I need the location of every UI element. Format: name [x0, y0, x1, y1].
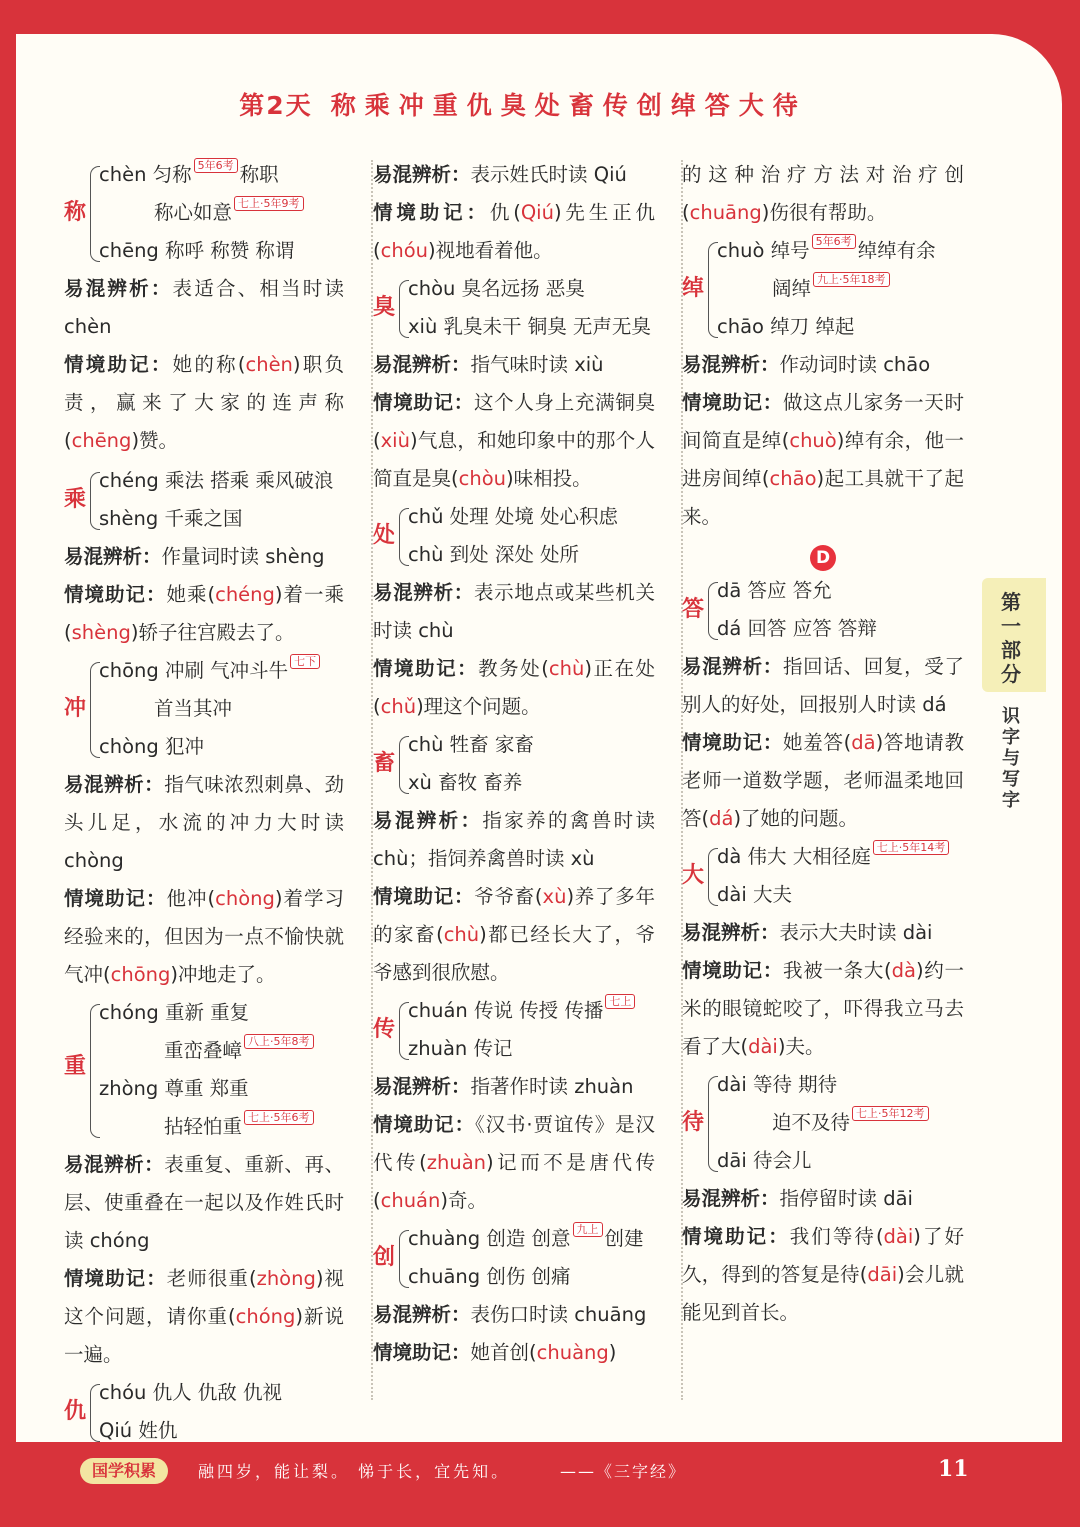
pinyin-highlight: dá	[709, 807, 734, 830]
note-bianxi	[682, 346, 964, 384]
entry-char: 处	[373, 523, 396, 548]
reading: zhuàn 传记	[408, 1037, 513, 1060]
note-zhuji	[682, 384, 964, 536]
pinyin-highlight: Qiú	[520, 201, 554, 224]
label: 易混辨析：	[64, 773, 165, 796]
title-day: 第2天	[239, 91, 313, 120]
exam-badge: 七上·5年6考	[244, 1110, 314, 1125]
reading: shèng 千乘之国	[99, 507, 243, 530]
pinyin-highlight: chuàng	[536, 1341, 609, 1364]
text: )记而不是唐代传(	[373, 1151, 656, 1212]
brace	[708, 582, 718, 640]
note-zhuji	[373, 194, 655, 270]
note-bianxi	[373, 802, 655, 878]
text: 她的称(	[172, 353, 246, 376]
pinyin-highlight: xiù	[380, 429, 410, 452]
pinyin-highlight: zhòng	[256, 1267, 316, 1290]
note-bianxi	[64, 270, 344, 346]
label: 情境助记：	[373, 1113, 475, 1136]
exam-badge: 七下	[290, 654, 320, 669]
pinyin-highlight: zhuàn	[426, 1151, 486, 1174]
entry-char: 待	[682, 1110, 705, 1135]
label: 易混辨析：	[373, 1303, 471, 1326]
reading: chòu 臭名远扬 恶臭	[408, 277, 585, 300]
brace	[399, 736, 409, 794]
text: 他冲(	[166, 887, 216, 910]
label: 易混辨析：	[373, 809, 483, 832]
pinyin-highlight: chuāng	[689, 201, 762, 224]
entry-char: 仇	[64, 1399, 87, 1424]
note-zhuji	[682, 724, 964, 838]
label: 易混辨析：	[373, 353, 471, 376]
text: 指气味时读 xiù	[470, 353, 604, 376]
brace	[399, 508, 409, 566]
reading: chéng 乘法 搭乘 乘风破浪	[99, 469, 334, 492]
column-1	[64, 156, 344, 1450]
footer-quote-source: ——《三字经》	[560, 1462, 687, 1481]
text: )先生正仇(	[373, 201, 656, 262]
brace	[399, 1002, 409, 1060]
footer-bar	[0, 1442, 1080, 1527]
text: )理这个问题。	[416, 695, 541, 718]
reading: chāo 绰刀 绰起	[717, 315, 855, 338]
entry-chou	[64, 1374, 344, 1450]
brace	[90, 1004, 100, 1138]
entry-char: 创	[373, 1245, 396, 1270]
text: )会儿就能见到首长。	[682, 1263, 965, 1324]
text: )冲地走了。	[170, 963, 276, 986]
reading: 重峦叠嶂	[164, 1039, 243, 1062]
brace	[399, 280, 409, 338]
entry-char: 畜	[373, 751, 396, 776]
label: 易混辨析：	[682, 655, 783, 678]
text: 表伤口时读 chuāng	[470, 1303, 647, 1326]
footer-quote: 融四岁，能让梨。 悌于长，宜先知。	[198, 1462, 511, 1481]
entry-chuan	[373, 992, 655, 1068]
text: 仇(	[489, 201, 521, 224]
note-zhuji	[64, 1260, 344, 1374]
text: )绰有余，他一进房间绰(	[682, 429, 965, 490]
text: 她羞答(	[783, 731, 852, 754]
text: 我们等待(	[789, 1225, 884, 1248]
text: 她乘(	[166, 583, 216, 606]
note-zhuji	[64, 880, 344, 994]
entry-sheng	[64, 462, 344, 538]
side-tab-part	[982, 578, 1046, 692]
label: 情境助记：	[682, 1225, 790, 1248]
pinyin-highlight: chèn	[245, 353, 293, 376]
reading: 称职	[239, 163, 279, 186]
text: 作量词时读 shèng	[161, 545, 325, 568]
side-section-label: 识字与写字	[1002, 706, 1020, 811]
label: 情境助记：	[373, 391, 474, 414]
text: 指回话、回复，受了别人的好处，回报别人时读 dá	[682, 655, 964, 716]
reading: 阔绰	[772, 277, 812, 300]
text: )了她的问题。	[733, 807, 859, 830]
text: )着一乘(	[64, 583, 345, 644]
reading: Qiú 姓仇	[99, 1419, 178, 1442]
note-continued	[682, 156, 964, 232]
label: 易混辨析：	[373, 163, 471, 186]
label: 情境助记：	[64, 583, 167, 606]
text: )奇。	[440, 1189, 487, 1212]
text: )轿子往宫殿去了。	[130, 621, 295, 644]
column-3	[682, 156, 964, 1332]
reading: chuàng 创造 创意	[408, 1227, 571, 1250]
section-letter: D	[810, 545, 836, 571]
text: )视地看着他。	[427, 239, 553, 262]
reading: zhòng 尊重 郑重	[99, 1077, 249, 1100]
text: 表适合、相当时读 chèn	[64, 277, 344, 338]
text: 作动词时读 chāo	[779, 353, 931, 376]
note-zhuji	[373, 384, 655, 498]
pinyin-highlight: dāi	[867, 1263, 898, 1286]
entry-char: 传	[373, 1017, 396, 1042]
label: 情境助记：	[373, 885, 475, 908]
text: )	[608, 1341, 617, 1364]
text: )养了多年的家畜(	[373, 885, 655, 946]
reading: chuò 绰号	[717, 239, 810, 262]
reading: chèn 匀称	[99, 163, 192, 186]
pinyin-highlight: chù	[548, 657, 585, 680]
note-bianxi	[373, 346, 655, 384]
text: 的这种治疗方法对治疗创(	[682, 163, 964, 224]
note-bianxi	[682, 648, 964, 724]
label: 易混辨析：	[373, 1075, 471, 1098]
reading: chuán 传说 传授 传播	[408, 999, 604, 1022]
note-zhuji	[373, 650, 655, 726]
note-zhuji	[373, 878, 655, 992]
entry-da-big	[682, 838, 964, 914]
text: 我被一条大(	[783, 959, 892, 982]
label: 情境助记：	[373, 657, 479, 680]
text: )新说一遍。	[64, 1305, 345, 1366]
reading: chóu 仇人 仇敌 仇视	[99, 1381, 282, 1404]
exam-badge: 八上·5年8考	[244, 1034, 314, 1049]
reading: chōng 冲刷 气冲斗牛	[99, 659, 289, 682]
pinyin-highlight: chuò	[789, 429, 837, 452]
section-marker	[682, 538, 964, 572]
brace	[399, 1230, 409, 1288]
text: )伤很有帮助。	[761, 201, 887, 224]
label: 易混辨析：	[64, 545, 162, 568]
reading: chóng 重新 重复	[99, 1001, 250, 1024]
text: 表示地点或某些机关时读 chù	[373, 581, 655, 642]
reading: chòng 犯冲	[99, 735, 204, 758]
pinyin-highlight: chōng	[110, 963, 171, 986]
entry-char: 称	[64, 200, 87, 225]
label: 情境助记：	[682, 959, 784, 982]
text: 爷爷畜(	[474, 885, 543, 908]
pinyin-highlight: chuán	[380, 1189, 441, 1212]
pinyin-highlight: chāo	[769, 467, 817, 490]
text: 指家养的禽兽时读 chù；指饲养禽兽时读 xù	[373, 809, 655, 870]
entry-chuo	[682, 232, 964, 346]
label: 情境助记：	[64, 1267, 167, 1290]
pinyin-highlight: chù	[443, 923, 480, 946]
reading: dá 回答 应答 答辩	[717, 617, 877, 640]
note-bianxi	[682, 1180, 964, 1218]
note-bianxi	[682, 914, 964, 952]
brace	[708, 1076, 718, 1172]
entry-chou-xiu	[373, 270, 655, 346]
reading: 绰绰有余	[857, 239, 936, 262]
brace	[708, 848, 718, 906]
entry-chu	[373, 498, 655, 574]
page-title	[0, 86, 1046, 122]
reading: 拈轻怕重	[164, 1115, 243, 1138]
entry-da-answer	[682, 572, 964, 648]
reading: 称心如意	[154, 201, 233, 224]
label: 情境助记：	[373, 1341, 471, 1364]
title-chars: 称乘冲重仇臭处畜传创绰答大待	[330, 91, 807, 120]
brace	[90, 1384, 100, 1442]
pinyin-highlight: chǔ	[380, 695, 417, 718]
text: 指著作时读 zhuàn	[470, 1075, 634, 1098]
text: )气息，和她印象中的那个人简直是臭(	[373, 429, 655, 490]
pinyin-highlight: dài	[748, 1035, 778, 1058]
pinyin-highlight: chòng	[215, 887, 275, 910]
pinyin-highlight: chóu	[380, 239, 428, 262]
label: 易混辨析：	[64, 277, 173, 300]
text: 这个人身上充满铜臭(	[373, 391, 655, 452]
text: 表重复、重新、再、层、使重叠在一起以及作姓氏时读 chóng	[64, 1153, 344, 1252]
brace	[90, 662, 100, 758]
pinyin-highlight: dā	[851, 731, 876, 754]
entry-xu	[373, 726, 655, 802]
reading: dāi 待会儿	[717, 1149, 812, 1172]
label: 情境助记：	[682, 731, 784, 754]
exam-badge: 九上·5年18考	[813, 272, 890, 287]
label: 易混辨析：	[682, 1187, 780, 1210]
note-zhuji	[64, 576, 344, 652]
label: 易混辨析：	[682, 921, 780, 944]
label: 情境助记：	[373, 201, 490, 224]
entry-dai	[682, 1066, 964, 1180]
exam-badge: 七上	[605, 994, 635, 1009]
label: 易混辨析：	[373, 581, 474, 604]
side-tab-label: 第一部分	[1001, 590, 1021, 686]
entry-chuang	[373, 1220, 655, 1296]
label: 情境助记：	[682, 391, 783, 414]
text: 表示姓氏时读 Qiú	[470, 163, 627, 186]
pinyin-highlight: xù	[542, 885, 567, 908]
reading: chù 到处 深处 处所	[408, 543, 580, 566]
entry-char: 大	[682, 863, 705, 888]
reading: dà 伟大 大相径庭	[717, 845, 871, 868]
text: 教务处(	[478, 657, 549, 680]
label: 易混辨析：	[682, 353, 780, 376]
note-bianxi	[64, 1146, 344, 1260]
text: )都已经长大了，爷爷感到很欣慰。	[373, 923, 656, 984]
note-zhuji	[373, 1106, 655, 1220]
text: )了好久，得到的答复是待(	[682, 1225, 964, 1286]
exam-badge: 七上·5年9考	[234, 196, 304, 211]
column-2	[373, 156, 655, 1372]
exam-badge: 5年6考	[194, 158, 238, 173]
text: )职负责，赢来了大家的连声称(	[64, 353, 344, 452]
reading: chù 牲畜 家畜	[408, 733, 534, 756]
reading: 迫不及待	[772, 1111, 851, 1134]
entry-char: 臭	[373, 295, 396, 320]
label: 易混辨析：	[64, 1153, 165, 1176]
pinyin-highlight: dà	[891, 959, 916, 982]
reading: dài 大夫	[717, 883, 792, 906]
note-zhuji	[64, 346, 344, 460]
entry-char: 答	[682, 597, 705, 622]
text: 指气味浓烈刺鼻、劲头儿足，水流的冲力大时读 chòng	[64, 773, 344, 872]
note-bianxi	[373, 1068, 655, 1106]
text: 她首创(	[470, 1341, 537, 1364]
label: 情境助记：	[64, 887, 167, 910]
pinyin-highlight: dài	[883, 1225, 914, 1248]
entry-char: 乘	[64, 487, 87, 512]
note-bianxi	[373, 1296, 655, 1334]
exam-badge: 5年6考	[812, 234, 856, 249]
note-bianxi	[373, 156, 655, 194]
text: 表示大夫时读 dài	[779, 921, 933, 944]
note-bianxi	[64, 538, 344, 576]
reading: 创建	[604, 1227, 644, 1250]
brace	[90, 166, 100, 262]
pinyin-highlight: chòu	[458, 467, 506, 490]
reading: dài 等待 期待	[717, 1073, 838, 1096]
entry-cheng	[64, 156, 344, 270]
reading: chēng 称呼 称赞 称谓	[99, 239, 295, 262]
text: )起工具就干了起来。	[682, 467, 965, 528]
page-number: 11	[938, 1456, 969, 1482]
text: )夫。	[777, 1035, 825, 1058]
text: 指停留时读 dāi	[779, 1187, 913, 1210]
entry-char: 重	[64, 1054, 87, 1079]
note-bianxi	[373, 574, 655, 650]
entry-char: 绰	[682, 276, 705, 301]
exam-badge: 七上·5年14考	[873, 840, 950, 855]
reading: xiù 乳臭未干 铜臭 无声无臭	[408, 315, 651, 338]
text: 老师很重(	[166, 1267, 257, 1290]
label: 情境助记：	[64, 353, 173, 376]
exam-badge: 九上	[573, 1222, 603, 1237]
reading: dā 答应 答允	[717, 579, 832, 602]
entry-char: 冲	[64, 696, 87, 721]
reading: chuāng 创伤 创痛	[408, 1265, 571, 1288]
pinyin-highlight: chóng	[235, 1305, 296, 1328]
entry-zhong	[64, 994, 344, 1146]
text: )味相投。	[505, 467, 592, 490]
text: )正在处(	[373, 657, 656, 718]
pinyin-highlight: chéng	[215, 583, 275, 606]
footer-badge: 国学积累	[80, 1458, 168, 1484]
text: )视这个问题，请你重(	[64, 1267, 345, 1328]
note-bianxi	[64, 766, 344, 880]
text: )着学习经验来的，但因为一点不愉快就气冲(	[64, 887, 345, 986]
note-zhuji	[682, 952, 964, 1066]
brace	[708, 242, 718, 338]
exam-badge: 七上·5年12考	[852, 1106, 929, 1121]
pinyin-highlight: shèng	[71, 621, 131, 644]
pinyin-highlight: chēng	[71, 429, 132, 452]
reading: xù 畜牧 畜养	[408, 771, 523, 794]
reading: chǔ 处理 处境 处心积虑	[408, 505, 619, 528]
note-zhuji	[373, 1334, 655, 1372]
text: )答地请教老师一道数学题，老师温柔地回答(	[682, 731, 964, 830]
reading: 首当其冲	[154, 697, 233, 720]
brace	[90, 472, 100, 530]
text: 《汉书·贾谊传》是汉代传(	[373, 1113, 655, 1174]
text: )赞。	[131, 429, 179, 452]
text: )约一米的眼镜蛇咬了，吓得我立马去看了大(	[682, 959, 964, 1058]
entry-chong	[64, 652, 344, 766]
note-zhuji	[682, 1218, 964, 1332]
text: 做这点儿家务一天时间简直是绰(	[682, 391, 964, 452]
